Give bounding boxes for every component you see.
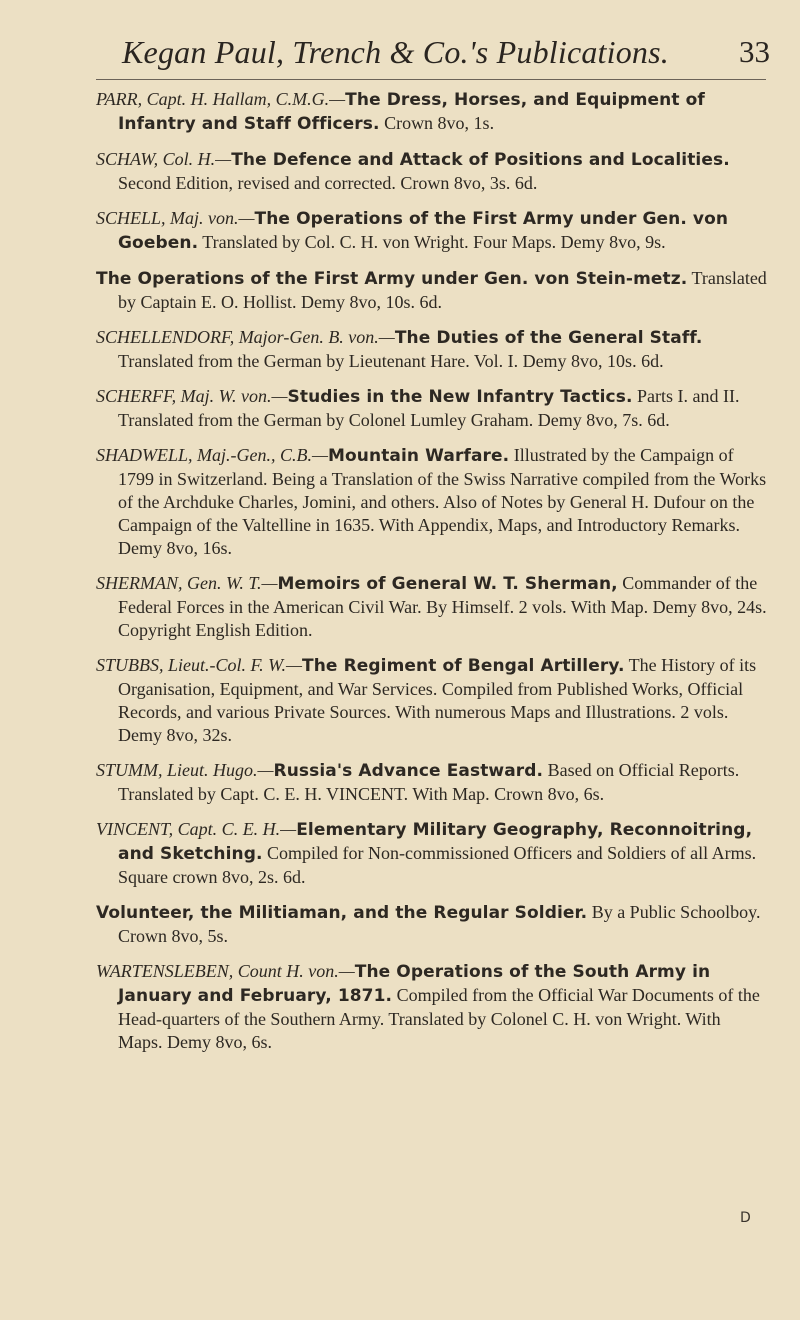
entry-details: Illustrated by the Campaign of 1799 in Switzerland. Being a Translation of the Swiss Narrative compiled from the Works of the Archduke Charles, Jomini, and others. Also of Notes by General H. Dufour on the Campaign of the Valtelline in 1635. With Appendix, Maps, and Introductory Remarks. Demy 8vo, 16s.: [118, 445, 767, 558]
entry-details: Compiled for Non-commissioned Officers and Soldiers of all Arms. Square crown 8vo, 2s. 6d.: [118, 843, 757, 887]
entry-author: STUBBS, Lieut.-Col. F. W.—: [96, 655, 303, 675]
entry-title: Elementary Military Geography, Reconnoitring, and Sketching.: [118, 820, 753, 864]
catalogue-entry-scherff: [96, 385, 768, 432]
entry-author: STUMM, Lieut. Hugo.—: [96, 760, 274, 780]
entry-author: WARTENSLEBEN, Count H. von.—: [96, 961, 355, 981]
entry-title: The Dress, Horses, and Equipment of Infantry and Staff Officers.: [118, 90, 705, 134]
entry-details: Parts I. and II. Translated from the German by Colonel Lumley Graham. Demy 8vo, 7s. 6d.: [118, 386, 740, 430]
catalogue-entry-schellendorf: [96, 326, 768, 373]
entry-author: SCHERFF, Maj. W. von.—: [96, 386, 288, 406]
entry-author: PARR, Capt. H. Hallam, C.M.G.—: [96, 89, 346, 109]
entry-details: Translated by Col. C. H. von Wright. Four Maps. Demy 8vo, 9s.: [198, 232, 666, 252]
entry-details: Crown 8vo, 1s.: [379, 113, 495, 133]
running-title: Kegan Paul, Trench & Co.'s Publications.: [122, 34, 669, 70]
catalogue-entry-vincent: [96, 818, 768, 889]
entry-title: Memoirs of General W. T. Sherman,: [277, 574, 618, 594]
entry-title: The Duties of the General Staff.: [394, 328, 703, 348]
catalogue-entry-shadwell: [96, 444, 768, 560]
signature-mark: D: [740, 1210, 751, 1226]
entry-author: SHERMAN, Gen. W. T.—: [96, 573, 278, 593]
entry-title: Studies in the New Infantry Tactics.: [287, 387, 633, 407]
entry-title: The Operations of the First Army under Gen. von Goeben.: [118, 209, 729, 253]
entry-title: Russia's Advance Eastward.: [273, 761, 544, 781]
entry-details: The History of its Organisation, Equipment, and War Services. Compiled from Published Works, Official Records, and various Private Sources. With numerous Maps and Illustrations. 2 vols. Demy 8vo, 32s.: [118, 655, 757, 745]
catalogue-entry-wartensleben: [96, 960, 768, 1054]
entry-details: By a Public Schoolboy. Crown 8vo, 5s.: [118, 902, 761, 946]
catalogue-entry-volunteer: [96, 901, 768, 948]
entry-author: SCHELL, Maj. von.—: [96, 208, 255, 228]
entry-details: Translated from the German by Lieutenant Hare. Vol. I. Demy 8vo, 10s. 6d.: [118, 351, 664, 371]
catalogue-entry-sherman: [96, 572, 768, 642]
catalogue-entry-parr: [96, 88, 768, 136]
entry-title: The Operations of the South Army in January and February, 1871.: [118, 962, 711, 1006]
catalogue-entry-schell-steinmetz: [96, 267, 768, 314]
entry-title: The Operations of the First Army under Gen. von Stein-metz.: [96, 269, 688, 289]
entry-title: The Defence and Attack of Positions and Localities.: [231, 150, 730, 170]
catalogue-entry-stubbs: [96, 654, 768, 747]
entry-title: The Regiment of Bengal Artillery.: [302, 656, 625, 676]
entry-details: Translated by Captain E. O. Hollist. Demy 8vo, 10s. 6d.: [118, 268, 767, 312]
entry-author: SCHELLENDORF, Major-Gen. B. von.—: [96, 327, 395, 347]
catalogue-entry-stumm: [96, 759, 768, 806]
entry-details: Compiled from the Official War Documents of the Head-quarters of the Southern Army. Translated by Colonel C. H. von Wright. With Maps. Demy 8vo, 6s.: [118, 985, 760, 1052]
entry-title: Mountain Warfare.: [328, 446, 510, 466]
catalogue-entry-schaw: [96, 148, 768, 195]
entry-author: VINCENT, Capt. C. E. H.—: [96, 819, 297, 839]
entry-author: SCHAW, Col. H.—: [96, 149, 232, 169]
entry-title: Volunteer, the Militiaman, and the Regular Soldier.: [96, 903, 588, 923]
entry-details: Second Edition, revised and corrected. Crown 8vo, 3s. 6d.: [118, 173, 538, 193]
entry-author: SHADWELL, Maj.-Gen., C.B.—: [96, 445, 328, 465]
catalogue-entries: [96, 88, 768, 1066]
page-number: 33: [739, 34, 770, 69]
header-rule: [96, 79, 766, 80]
entry-details: Based on Official Reports. Translated by Capt. C. E. H. VINCENT. With Map. Crown 8vo, 6s.: [118, 760, 740, 804]
running-head: [70, 34, 770, 74]
entry-details: Commander of the Federal Forces in the American Civil War. By Himself. 2 vols. With Map. Demy 8vo, 24s. Copyright English Edition.: [118, 573, 767, 640]
catalogue-entry-schell: [96, 207, 768, 255]
